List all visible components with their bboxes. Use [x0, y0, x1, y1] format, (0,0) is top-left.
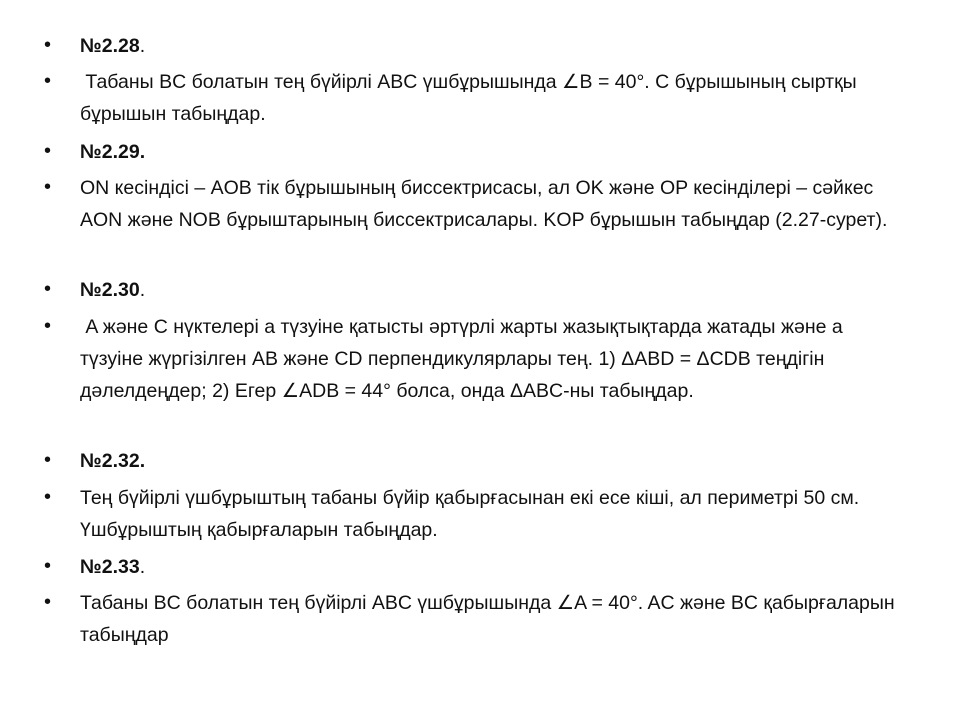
problem-text: Табаны BC болатын тең бүйірлі ABC үшбұрышында ∠B = 40°. C бұрышының сыртқы бұрышын табыңдар. — [80, 71, 863, 125]
problem-text: Табаны BC болатын тең бүйірлі ABC үшбұрышында ∠A = 40°. AC және BC қабырғаларын табыңдар — [80, 592, 895, 646]
bullet-icon: • — [44, 70, 52, 92]
bullet-icon: • — [44, 176, 52, 198]
problem-text: A және C нүктелері a түзуіне қатысты әртүрлі жарты жазықтықтарда жатады және a түзуіне жүргізілген AB және CD перпендикулярлары тең. 1) ΔABD = ΔCDB теңдігін дәлелдеңдер; 2) Егер ∠ADB = 44° болса, онда ΔABC-ны табыңдар. — [80, 316, 849, 402]
bullet-icon: • — [44, 555, 52, 577]
problem-text: Тең бүйірлі үшбұрыштың табаны бүйір қабырғасынан екі есе кіші, ал периметрі 50 см. Үшбұрыштың қабырғаларын табыңдар. — [80, 487, 860, 541]
bullet-icon: • — [44, 34, 52, 56]
bullet-icon: • — [44, 486, 52, 508]
bullet-icon: • — [44, 278, 52, 300]
problem-number: №2.28. — [80, 35, 146, 57]
bullet-icon: • — [44, 449, 52, 471]
problem-number: №2.32. — [80, 450, 146, 472]
bullet-icon: • — [44, 140, 52, 162]
problem-number: №2.30. — [80, 279, 146, 301]
bullet-icon: • — [44, 591, 52, 613]
problem-text: ON кесіндісі – AOB тік бұрышының биссектрисасы, ал OK және OP кесінділері – сәйкес AON және NOB бұрыштарының биссектрисалары. KOP бұрышын табыңдар (2.27-сурет). — [80, 177, 888, 231]
problem-number: №2.29. — [80, 141, 146, 163]
problem-number: №2.33. — [80, 556, 146, 578]
bullet-icon: • — [44, 315, 52, 337]
